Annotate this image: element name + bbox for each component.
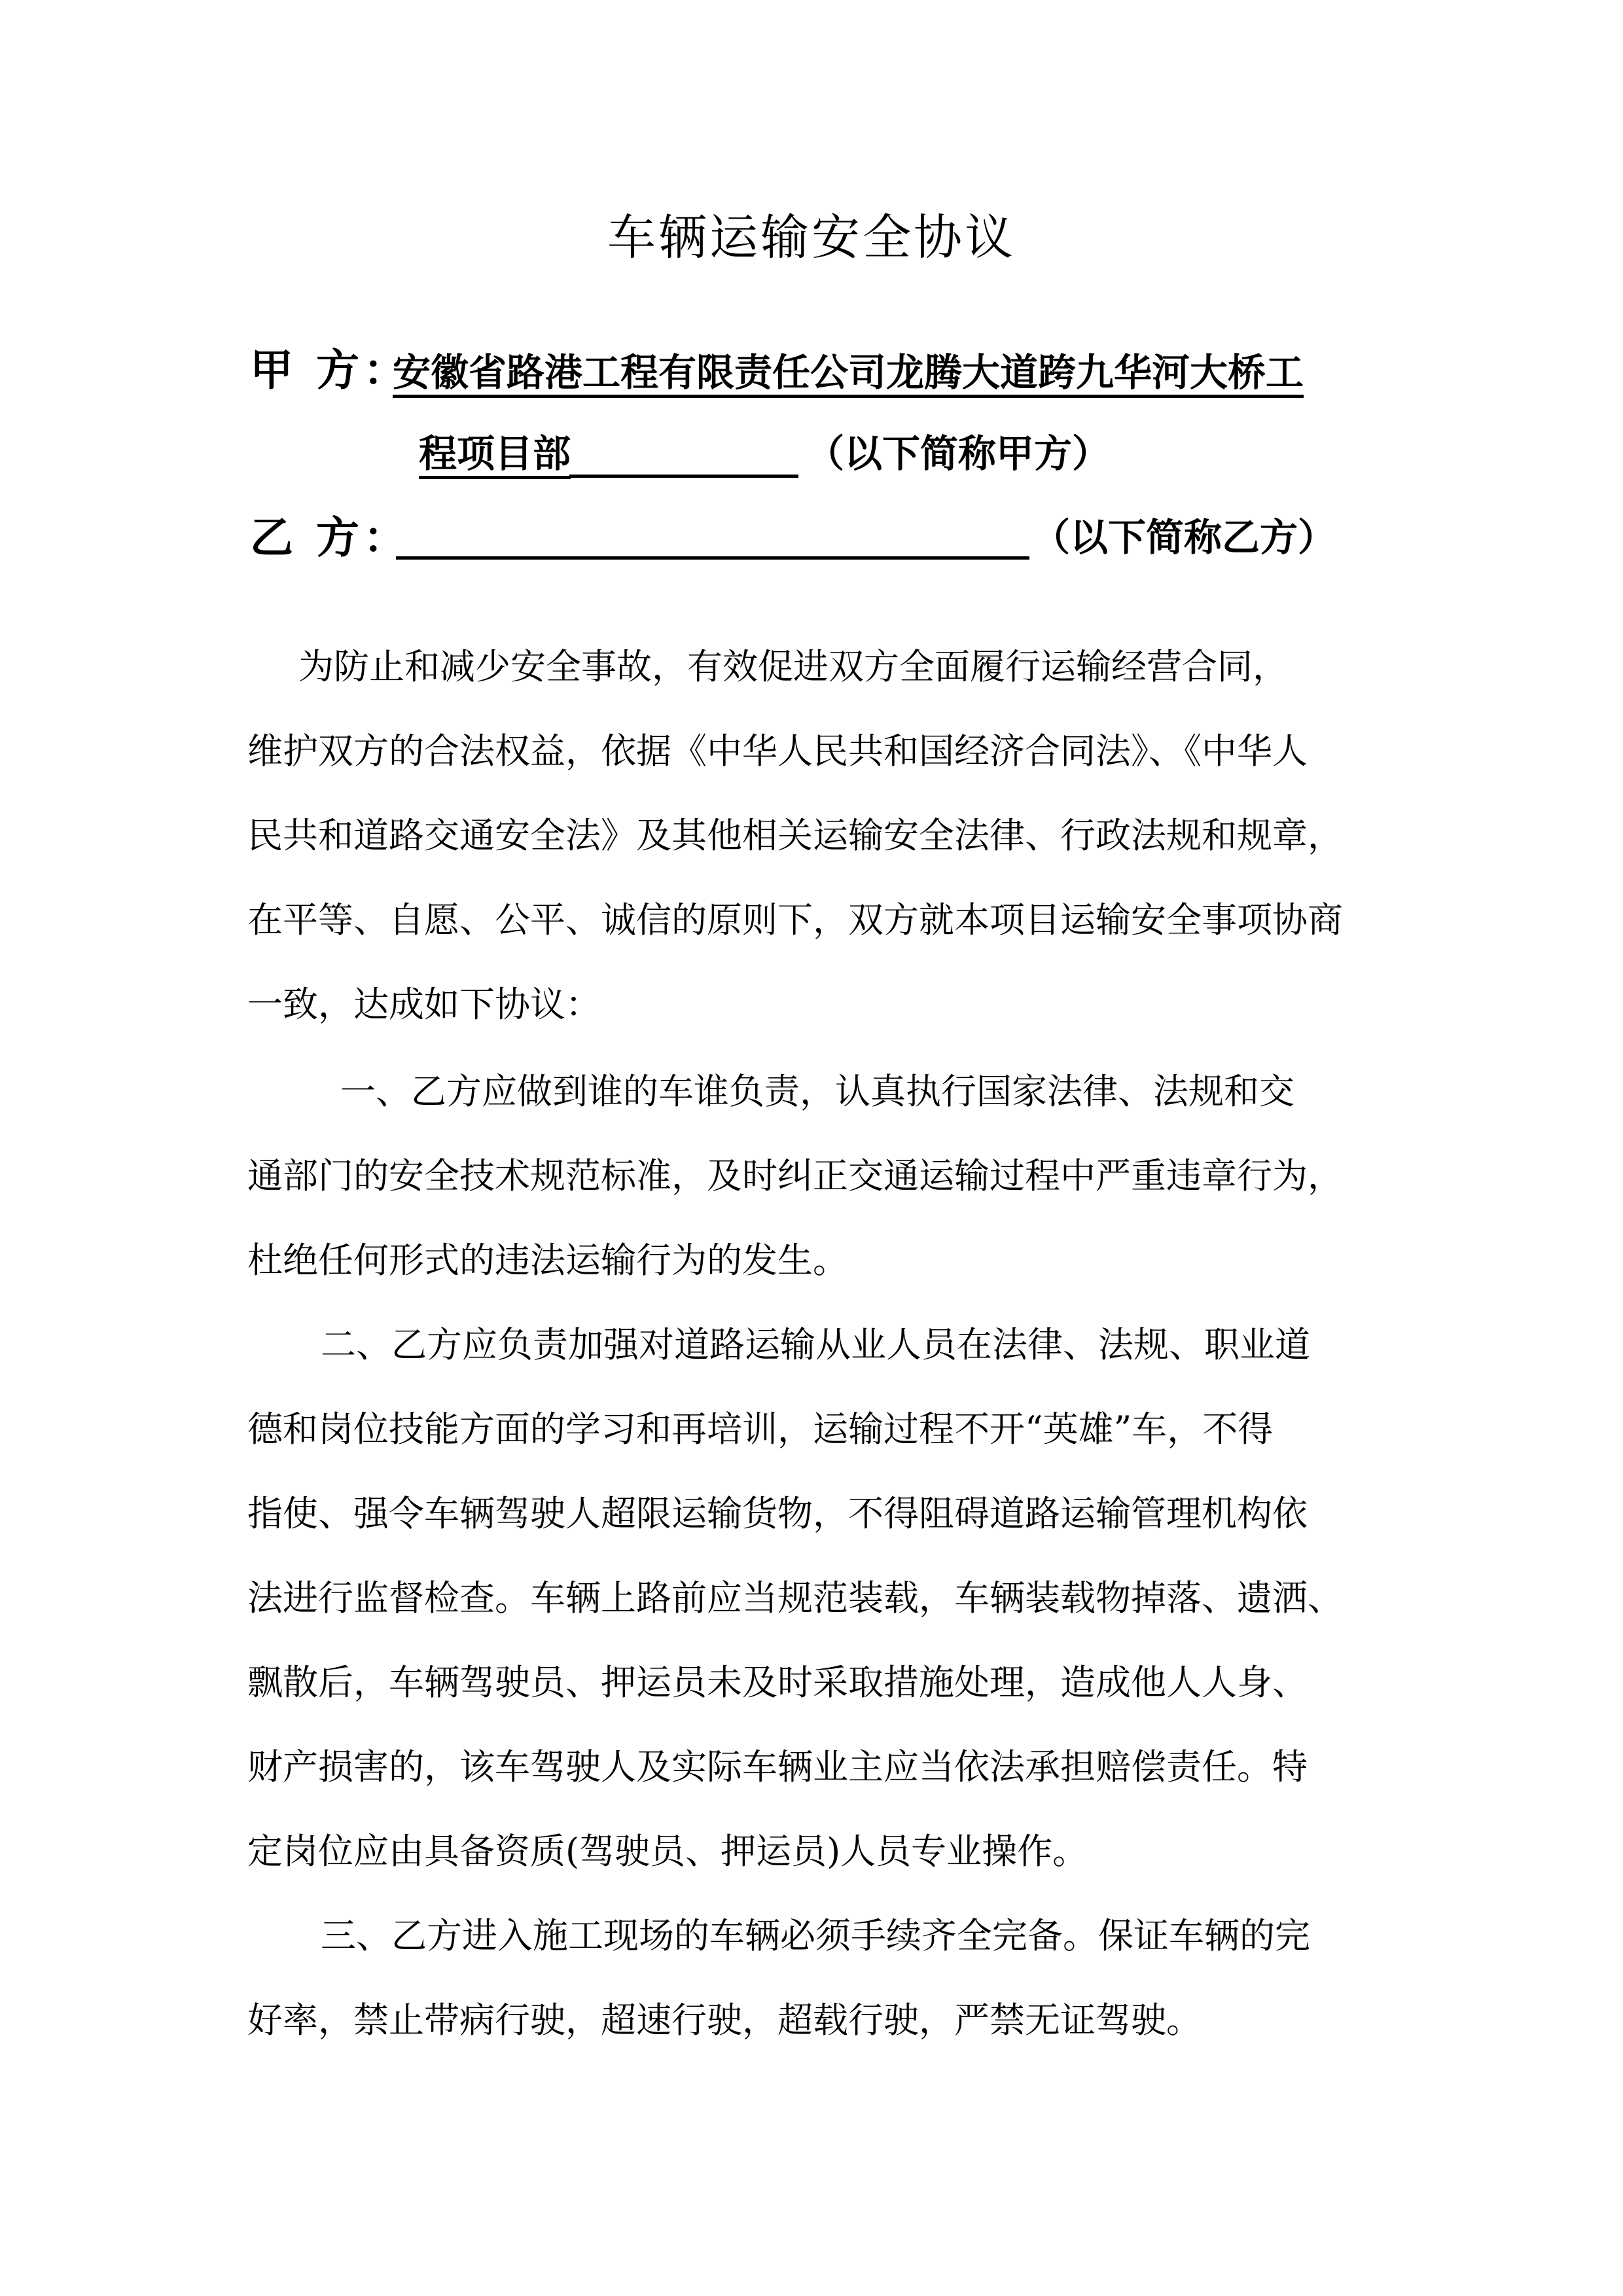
clause-1-line: 通部门的安全技术规范标准，及时纠正交通运输过程中严重违章行为， xyxy=(247,1155,1343,1196)
paragraph-line: 为防止和减少安全事故，有效促进双方全面履行运输经营合同， xyxy=(298,646,1288,687)
party-a-name-line2: 程项目部 xyxy=(419,431,571,476)
paragraph-line: 在平等、自愿、公平、诚信的原则下，双方就本项目运输安全事项协商 xyxy=(247,899,1343,941)
clause-2-line: 定岗位应由具备资质(驾驶员、押运员)人员专业操作。 xyxy=(247,1831,1088,1872)
party-a-name-line2-group xyxy=(419,424,571,483)
paragraph-line: 民共和道路交通安全法》及其他相关运输安全法律、行政法规和规章， xyxy=(247,815,1343,856)
party-a-name-line1: 安徽省路港工程有限责任公司龙腾大道跨九华河大桥工 xyxy=(393,350,1304,395)
clause-2-line: 二、乙方应负责加强对道路运输从业人员在法律、法规、职业道 xyxy=(321,1324,1310,1365)
party-b-name-blank[interactable] xyxy=(396,556,1029,560)
clause-3-line: 好率，禁止带病行驶，超速行驶，超载行驶，严禁无证驾驶。 xyxy=(247,2000,1202,2041)
clause-3-line: 三、乙方进入施工现场的车辆必须手续齐全完备。保证车辆的完 xyxy=(321,1915,1310,1956)
clause-2-line: 财产损害的，该车驾驶人及实际车辆业主应当依法承担赔偿责任。特 xyxy=(247,1746,1308,1787)
party-a-label: 甲 方： xyxy=(250,344,410,395)
paragraph-line: 一致，达成如下协议： xyxy=(247,984,601,1025)
party-a-note: （以下简称甲方） xyxy=(806,431,1111,476)
clause-2-line: 德和岗位技能方面的学习和再培训，运输过程不开“英雄”车，不得 xyxy=(247,1408,1274,1450)
clause-2-line: 法进行监督检查。车辆上路前应当规范装载，车辆装载物掉落、遗洒、 xyxy=(247,1577,1343,1619)
clause-1-line: 杜绝任何形式的违法运输行为的发生。 xyxy=(247,1240,848,1281)
document-title: 车辆运输安全协议 xyxy=(607,209,1016,266)
party-b-label: 乙 方： xyxy=(250,512,410,563)
clause-1-line: 一、乙方应做到谁的车谁负责，认真执行国家法律、法规和交 xyxy=(340,1071,1294,1112)
paragraph-line: 维护双方的合法权益，依据《中华人民共和国经济合同法》、《中华人 xyxy=(247,730,1308,772)
clause-2-line: 飘散后，车辆驾驶员、押运员未及时采取措施处理，造成他人人身、 xyxy=(247,1662,1308,1703)
clause-2-line: 指使、强令车辆驾驶人超限运输货物，不得阻碍道路运输管理机构依 xyxy=(247,1493,1308,1534)
party-a-name-underline-extension xyxy=(569,475,798,478)
party-b-note: （以下简称乙方） xyxy=(1032,515,1336,560)
